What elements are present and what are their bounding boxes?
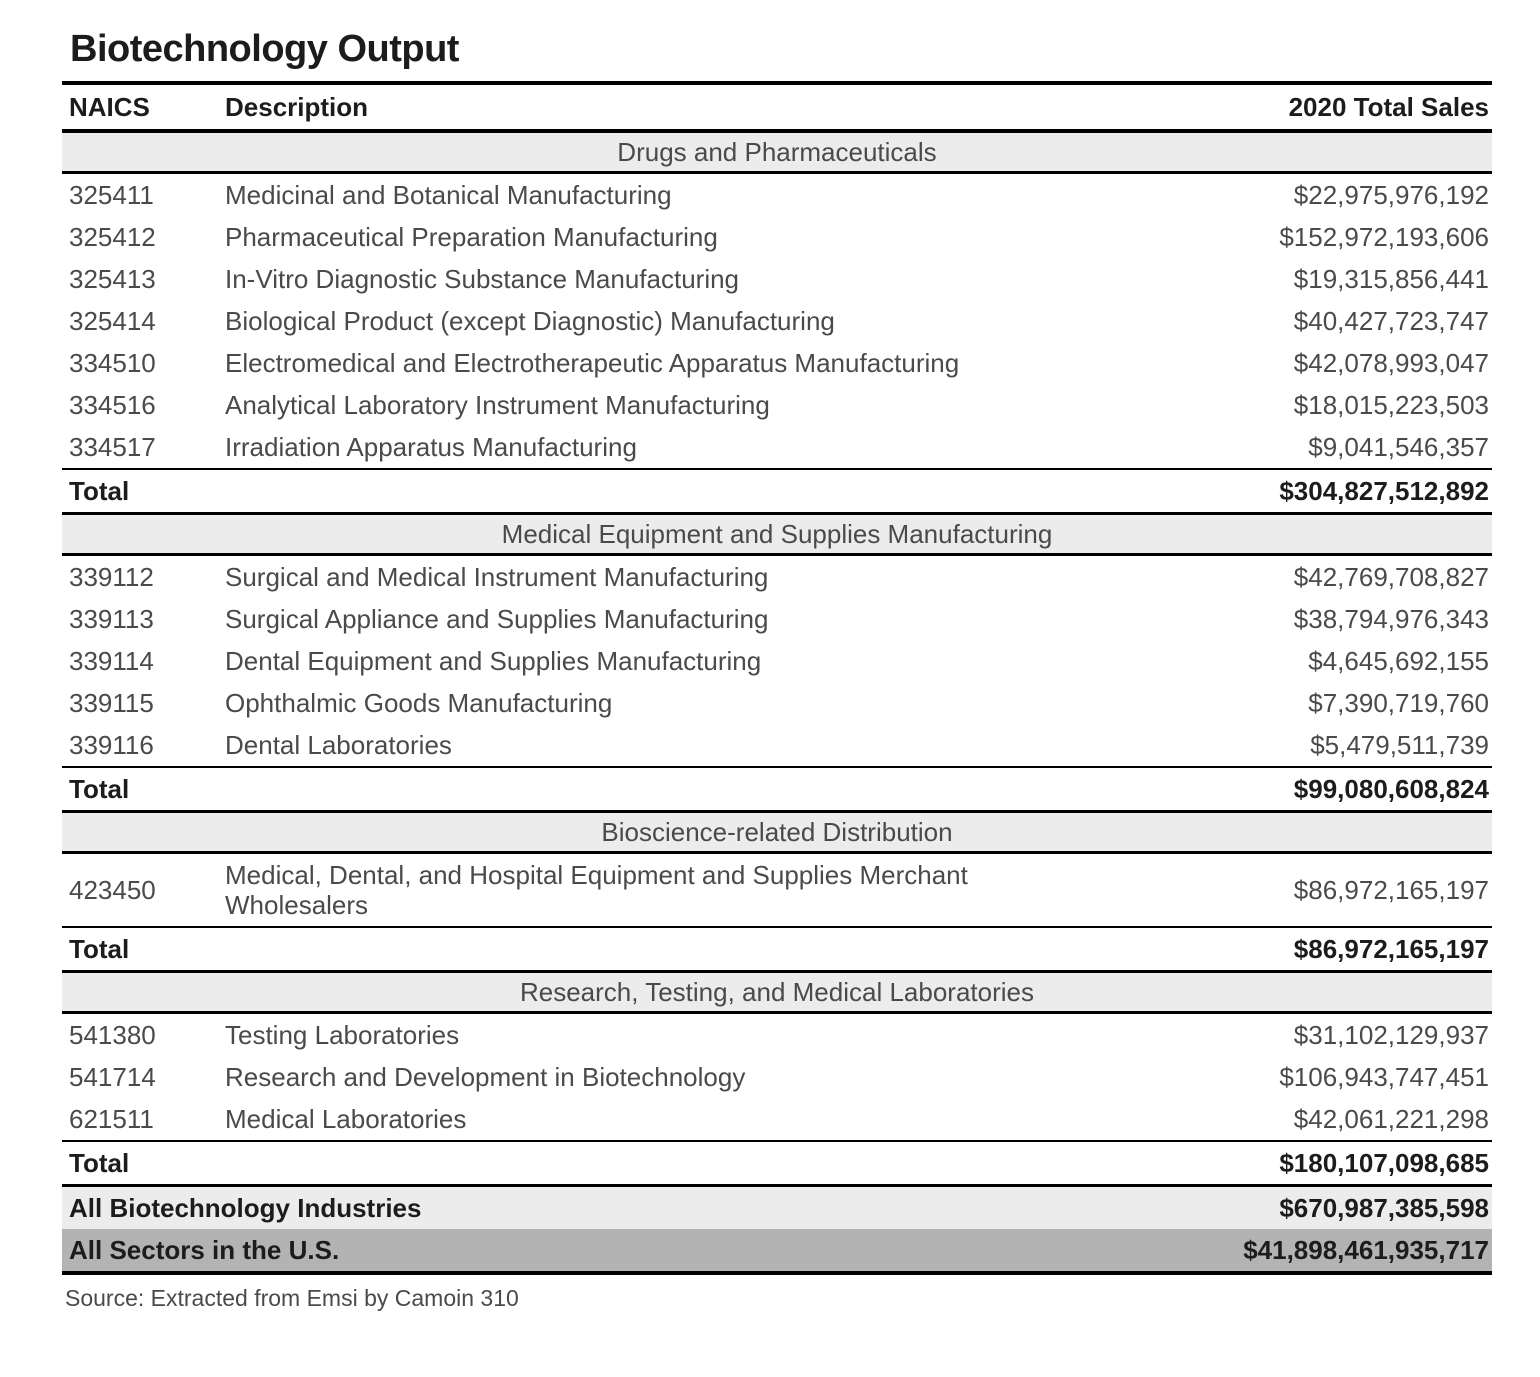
summary-value: $670,987,385,598 (1062, 1186, 1492, 1230)
naics-code: 334517 (69, 432, 156, 462)
table-row (62, 384, 1492, 426)
total-sales-value: $40,427,723,747 (1293, 306, 1489, 336)
industry-description: Dental Equipment and Supplies Manufacturing (225, 646, 762, 676)
industry-description: Pharmaceutical Preparation Manufacturing (225, 222, 718, 252)
industry-description: In-Vitro Diagnostic Substance Manufacturing (225, 264, 740, 294)
table-row (62, 173, 1492, 217)
naics-code: 621511 (69, 1104, 154, 1134)
table-row (62, 300, 1492, 342)
column-header-description: Description (225, 83, 1062, 131)
total-sales-value: $42,061,221,298 (1293, 1104, 1489, 1134)
section-header-label: Drugs and Pharmaceuticals (62, 131, 1492, 173)
industry-description: Surgical Appliance and Supplies Manufacturing (225, 604, 769, 634)
naics-code: 339112 (69, 562, 154, 592)
total-sales-value: $19,315,856,441 (1293, 264, 1489, 294)
column-header-sales: 2020 Total Sales (1062, 83, 1492, 131)
total-sales-value: $4,645,692,155 (1308, 646, 1489, 676)
naics-code: 339115 (69, 688, 154, 718)
total-sales-value: $38,794,976,343 (1293, 604, 1489, 634)
summary-label: All Biotechnology Industries (62, 1186, 1062, 1230)
total-sales-value: $42,078,993,047 (1293, 348, 1489, 378)
industry-description: Irradiation Apparatus Manufacturing (225, 432, 637, 462)
total-sales-value: $31,102,129,937 (1293, 1020, 1489, 1050)
section-total-row (62, 767, 1492, 812)
industry-description: Ophthalmic Goods Manufacturing (225, 688, 613, 718)
table-row (62, 682, 1492, 724)
table-row (62, 1013, 1492, 1057)
table-row (62, 426, 1492, 469)
industry-description: Research and Development in Biotechnology (225, 1062, 746, 1092)
naics-code: 334516 (69, 390, 156, 420)
total-sales-value: $5,479,511,739 (1310, 730, 1489, 760)
naics-code: 541380 (69, 1020, 156, 1050)
naics-code: 541714 (69, 1062, 156, 1092)
table-row (62, 258, 1492, 300)
industry-description: Medical, Dental, and Hospital Equipment and Supplies Merchant Wholesalers (225, 860, 968, 920)
summary-label: All Sectors in the U.S. (62, 1229, 1062, 1273)
column-header-naics: NAICS (62, 83, 225, 131)
section-header-label: Medical Equipment and Supplies Manufacturing (62, 514, 1492, 555)
section-total-value: $304,827,512,892 (1062, 469, 1492, 514)
industry-description: Electromedical and Electrotherapeutic Apparatus Manufacturing (225, 348, 960, 378)
total-sales-value: $106,943,747,451 (1279, 1062, 1489, 1092)
section-header-row (62, 812, 1492, 853)
section-total-value: $180,107,098,685 (1062, 1141, 1492, 1186)
section-total-label: Total (62, 927, 1062, 972)
table-row (62, 342, 1492, 384)
total-sales-value: $18,015,223,503 (1293, 390, 1489, 420)
table-row (62, 1098, 1492, 1141)
section-header-row (62, 514, 1492, 555)
industry-description: Analytical Laboratory Instrument Manufacturing (225, 390, 770, 420)
section-total-value: $86,972,165,197 (1062, 927, 1492, 972)
industry-description: Medicinal and Botanical Manufacturing (225, 180, 672, 210)
naics-code: 325411 (69, 180, 154, 210)
summary-value: $41,898,461,935,717 (1062, 1229, 1492, 1273)
section-header-row (62, 972, 1492, 1013)
section-total-row (62, 927, 1492, 972)
industry-description: Surgical and Medical Instrument Manufacturing (225, 562, 769, 592)
naics-code: 423450 (69, 875, 156, 905)
naics-code: 334510 (69, 348, 156, 378)
naics-code: 325413 (69, 264, 156, 294)
column-header-row (62, 83, 1492, 131)
section-header-label: Research, Testing, and Medical Laboratories (62, 972, 1492, 1013)
naics-code: 339116 (69, 730, 154, 760)
section-total-label: Total (62, 767, 1062, 812)
section-header-row (62, 131, 1492, 173)
page-title: Biotechnology Output (70, 28, 459, 70)
industry-description: Medical Laboratories (225, 1104, 467, 1134)
naics-code: 339114 (69, 646, 154, 676)
naics-code: 325414 (69, 306, 156, 336)
total-sales-value: $42,769,708,827 (1293, 562, 1489, 592)
source-note: Source: Extracted from Emsi by Camoin 310 (65, 1285, 519, 1311)
table-row (62, 598, 1492, 640)
summary-row (62, 1186, 1492, 1230)
table-row (62, 555, 1492, 599)
section-header-label: Bioscience-related Distribution (62, 812, 1492, 853)
biotechnology-output-table (62, 81, 1492, 1275)
total-sales-value: $22,975,976,192 (1293, 180, 1489, 210)
naics-code: 325412 (69, 222, 156, 252)
summary-row (62, 1229, 1492, 1273)
industry-description: Testing Laboratories (225, 1020, 460, 1050)
total-sales-value: $9,041,546,357 (1308, 432, 1489, 462)
section-total-label: Total (62, 469, 1062, 514)
section-total-value: $99,080,608,824 (1062, 767, 1492, 812)
naics-code: 339113 (69, 604, 154, 634)
total-sales-value: $7,390,719,760 (1308, 688, 1489, 718)
section-total-label: Total (62, 1141, 1062, 1186)
industry-description: Biological Product (except Diagnostic) Manufacturing (225, 306, 835, 336)
section-total-row (62, 1141, 1492, 1186)
industry-description: Dental Laboratories (225, 730, 452, 760)
table-row (62, 853, 1492, 928)
table-row (62, 1056, 1492, 1098)
section-total-row (62, 469, 1492, 514)
table-row (62, 724, 1492, 767)
total-sales-value: $86,972,165,197 (1293, 875, 1489, 905)
table-row (62, 216, 1492, 258)
table-row (62, 640, 1492, 682)
total-sales-value: $152,972,193,606 (1279, 222, 1489, 252)
